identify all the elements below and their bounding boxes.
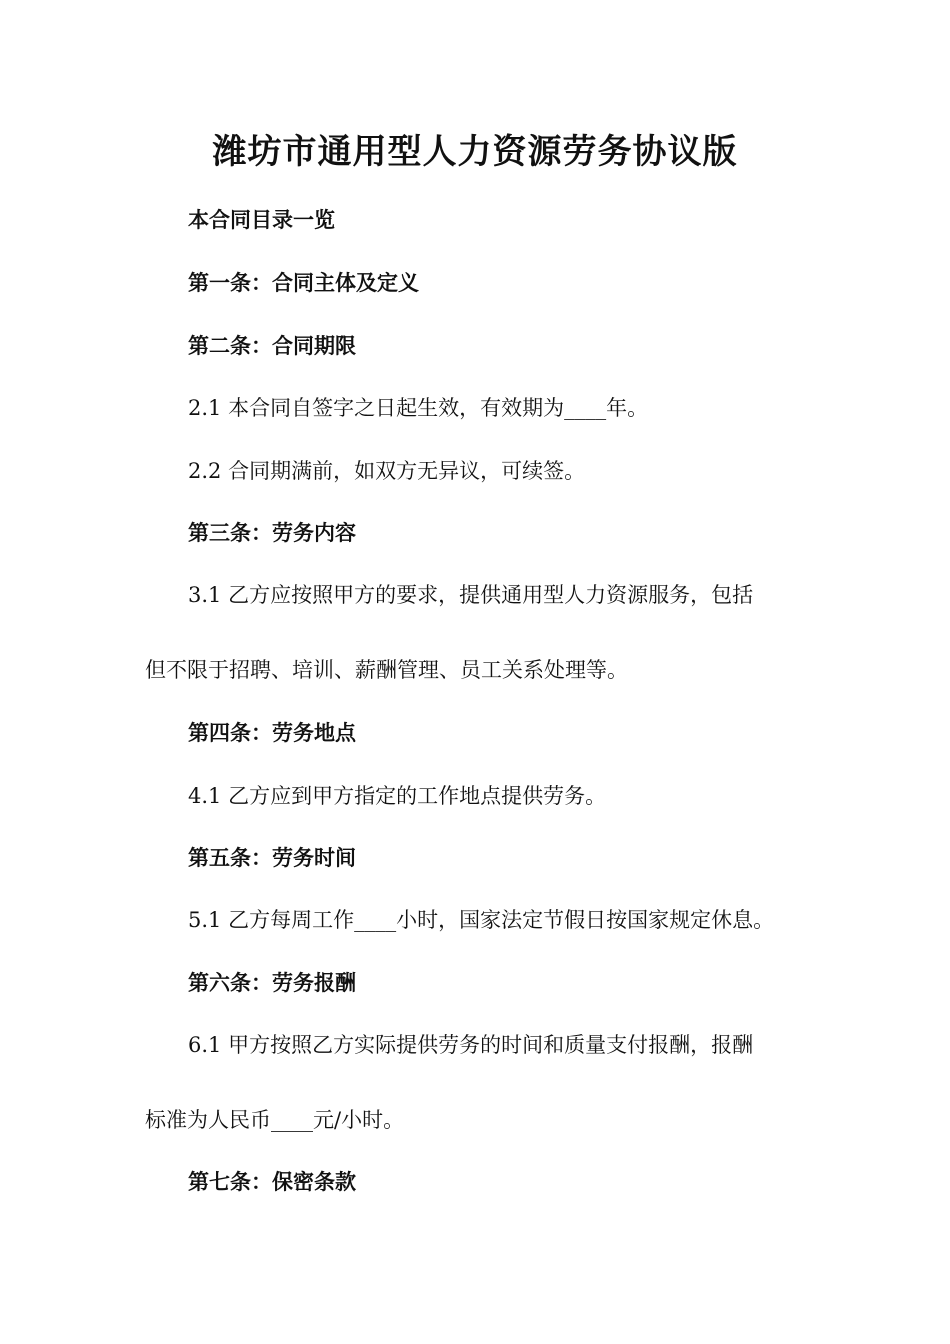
document-title: 潍坊市通用型人力资源劳务协议版: [212, 132, 738, 172]
article-2-heading: 第二条：合同期限: [188, 334, 356, 358]
article-6-heading: 第六条：劳务报酬: [188, 971, 356, 995]
clause-3-1: 3.1 乙方应按照甲方的要求，提供通用型人力资源服务，包括: [188, 583, 754, 607]
article-4-heading: 第四条：劳务地点: [188, 721, 356, 745]
clause-6-1-continued: 标准为人民币____元/小时。: [145, 1108, 405, 1132]
article-5-heading: 第五条：劳务时间: [188, 846, 356, 870]
article-3-heading: 第三条：劳务内容: [188, 521, 356, 545]
article-1-heading: 第一条：合同主体及定义: [188, 271, 419, 295]
clause-6-1: 6.1 甲方按照乙方实际提供劳务的时间和质量支付报酬，报酬: [188, 1033, 754, 1057]
clause-3-1-continued: 但不限于招聘、培训、薪酬管理、员工关系处理等。: [145, 658, 628, 682]
article-7-heading: 第七条：保密条款: [188, 1170, 356, 1194]
clause-5-1: 5.1 乙方每周工作____小时，国家法定节假日按国家规定休息。: [188, 908, 775, 932]
clause-2-1: 2.1 本合同自签字之日起生效，有效期为____年。: [188, 396, 649, 420]
clause-2-2: 2.2 合同期满前，如双方无异议，可续签。: [188, 459, 586, 483]
clause-4-1: 4.1 乙方应到甲方指定的工作地点提供劳务。: [188, 784, 607, 808]
toc-heading: 本合同目录一览: [188, 208, 335, 232]
